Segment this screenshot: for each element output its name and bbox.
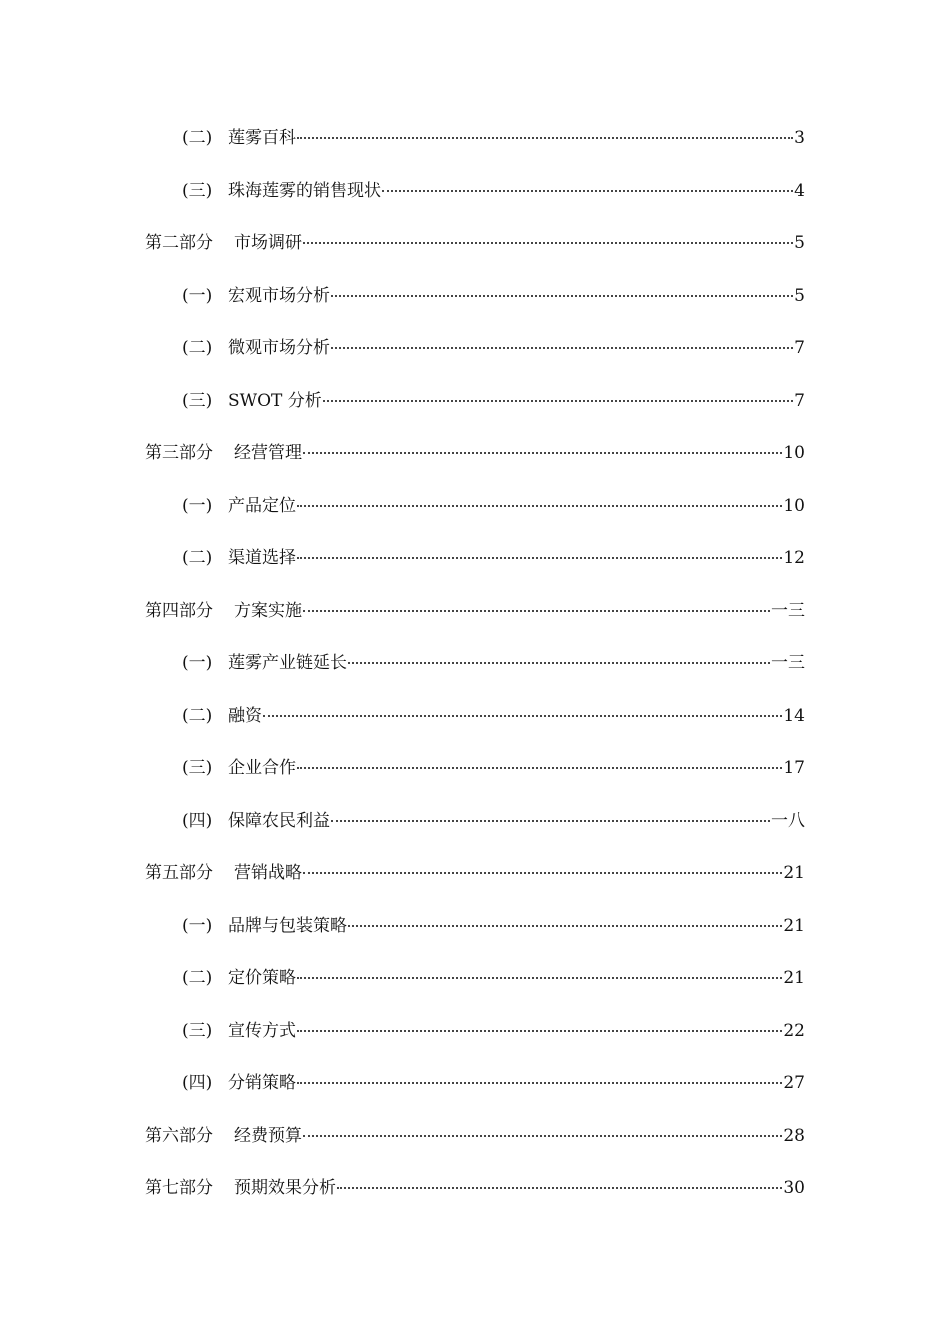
toc-entry-number: (四) — [182, 810, 213, 831]
toc-section-entry[interactable] — [0, 1057, 950, 1110]
dot-leader — [303, 1134, 782, 1137]
toc-part-entry[interactable] — [0, 1110, 950, 1163]
dot-leader — [297, 1081, 782, 1084]
dot-leader — [331, 294, 793, 297]
toc-entry-line — [145, 863, 805, 883]
toc-entry-line — [145, 1126, 805, 1146]
toc-entry-number: (二) — [182, 548, 213, 569]
toc-entry-line — [145, 601, 805, 621]
toc-entry-line — [182, 548, 805, 568]
toc-entry-page-number: 3 — [794, 128, 805, 149]
toc-section-entry[interactable] — [0, 270, 950, 323]
dot-leader — [303, 241, 793, 244]
toc-entry-title: 宏观市场分析 — [228, 285, 330, 306]
toc-section-entry[interactable] — [0, 795, 950, 848]
dot-leader — [348, 661, 770, 664]
toc-entry-title: 企业合作 — [228, 758, 296, 779]
toc-entry-line — [145, 443, 805, 463]
toc-entry-page-number: 21 — [783, 968, 805, 989]
toc-section-entry[interactable] — [0, 532, 950, 585]
table-of-contents — [0, 112, 950, 1215]
toc-entry-page-number: 21 — [783, 863, 805, 884]
toc-entry-number: (二) — [182, 128, 213, 149]
toc-entry-title: 市场调研 — [234, 233, 302, 254]
toc-entry-title: 产品定位 — [228, 495, 296, 516]
toc-entry-page-number: 28 — [783, 1125, 805, 1146]
toc-entry-line — [145, 233, 805, 253]
toc-entry-title: 方案实施 — [234, 600, 302, 621]
dot-leader — [297, 766, 782, 769]
toc-entry-line — [182, 496, 805, 516]
toc-part-entry[interactable] — [0, 847, 950, 900]
toc-entry-line — [182, 286, 805, 306]
toc-section-entry[interactable] — [0, 900, 950, 953]
toc-entry-title: SWOT 分析 — [228, 390, 322, 411]
toc-entry-page-number: 7 — [794, 338, 805, 359]
dot-leader — [303, 609, 770, 612]
toc-entry-number: (三) — [182, 758, 213, 779]
dot-leader — [303, 451, 782, 454]
toc-entry-number: (三) — [182, 390, 213, 411]
dot-leader — [382, 189, 793, 192]
dot-leader — [331, 819, 770, 822]
toc-section-entry[interactable] — [0, 690, 950, 743]
toc-entry-line — [182, 128, 805, 148]
toc-section-entry[interactable] — [0, 322, 950, 375]
toc-entry-number: 第二部分 — [145, 233, 213, 254]
toc-entry-page-number: 27 — [783, 1073, 805, 1094]
toc-entry-title: 宣传方式 — [228, 1020, 296, 1041]
toc-entry-title: 预期效果分析 — [234, 1178, 336, 1199]
toc-entry-number: 第五部分 — [145, 863, 213, 884]
toc-entry-page-number: 10 — [783, 495, 805, 516]
toc-section-entry[interactable] — [0, 1005, 950, 1058]
dot-leader — [297, 136, 793, 139]
toc-entry-page-number: 14 — [783, 705, 805, 726]
toc-entry-title: 营销战略 — [234, 863, 302, 884]
toc-entry-line — [182, 653, 805, 673]
toc-entry-number: (一) — [182, 653, 213, 674]
dot-leader — [331, 346, 793, 349]
dot-leader — [263, 714, 782, 717]
toc-entry-page-number: 30 — [783, 1178, 805, 1199]
dot-leader — [297, 556, 782, 559]
toc-entry-page-number: 一三 — [771, 653, 805, 674]
toc-entry-page-number: 7 — [794, 390, 805, 411]
toc-entry-title: 珠海莲雾的销售现状 — [228, 180, 381, 201]
dot-leader — [337, 1186, 782, 1189]
toc-entry-title: 保障农民利益 — [228, 810, 330, 831]
toc-section-entry[interactable] — [0, 165, 950, 218]
toc-part-entry[interactable] — [0, 585, 950, 638]
toc-entry-number: (二) — [182, 705, 213, 726]
toc-entry-page-number: 21 — [783, 915, 805, 936]
toc-entry-page-number: 5 — [794, 233, 805, 254]
toc-entry-line — [182, 1073, 805, 1093]
toc-entry-number: (一) — [182, 285, 213, 306]
toc-entry-number: (四) — [182, 1073, 213, 1094]
toc-entry-title: 经费预算 — [234, 1125, 302, 1146]
toc-section-entry[interactable] — [0, 375, 950, 428]
toc-entry-line — [182, 916, 805, 936]
toc-entry-page-number: 5 — [794, 285, 805, 306]
toc-entry-line — [182, 758, 805, 778]
dot-leader — [297, 976, 782, 979]
dot-leader — [303, 871, 782, 874]
toc-section-entry[interactable] — [0, 637, 950, 690]
toc-entry-title: 莲雾产业链延长 — [228, 653, 347, 674]
toc-entry-title: 融资 — [228, 705, 262, 726]
toc-entry-title: 莲雾百科 — [228, 128, 296, 149]
toc-entry-title: 微观市场分析 — [228, 338, 330, 359]
toc-entry-number: (二) — [182, 968, 213, 989]
toc-entry-number: (三) — [182, 1020, 213, 1041]
toc-entry-number: (一) — [182, 495, 213, 516]
toc-entry-page-number: 10 — [783, 443, 805, 464]
toc-entry-page-number: 4 — [794, 180, 805, 201]
toc-part-entry[interactable] — [0, 427, 950, 480]
toc-section-entry[interactable] — [0, 112, 950, 165]
toc-entry-line — [182, 968, 805, 988]
toc-entry-number: 第六部分 — [145, 1125, 213, 1146]
toc-entry-number: 第四部分 — [145, 600, 213, 621]
dot-leader — [297, 504, 782, 507]
toc-entry-page-number: 一八 — [771, 810, 805, 831]
toc-entry-line — [182, 338, 805, 358]
toc-part-entry[interactable] — [0, 217, 950, 270]
toc-entry-line — [182, 706, 805, 726]
toc-entry-number: (二) — [182, 338, 213, 359]
dot-leader — [323, 399, 793, 402]
toc-section-entry[interactable] — [0, 480, 950, 533]
dot-leader — [297, 1029, 782, 1032]
toc-entry-number: (三) — [182, 180, 213, 201]
toc-entry-line — [182, 181, 805, 201]
toc-entry-number: 第七部分 — [145, 1178, 213, 1199]
toc-entry-page-number: 17 — [783, 758, 805, 779]
dot-leader — [348, 924, 782, 927]
toc-entry-page-number: 12 — [783, 548, 805, 569]
toc-entry-title: 品牌与包装策略 — [228, 915, 347, 936]
toc-entry-line — [145, 1178, 805, 1198]
toc-entry-title: 分销策略 — [228, 1073, 296, 1094]
toc-entry-line — [182, 391, 805, 411]
toc-entry-line — [182, 811, 805, 831]
toc-section-entry[interactable] — [0, 952, 950, 1005]
toc-entry-title: 定价策略 — [228, 968, 296, 989]
toc-entry-page-number: 22 — [783, 1020, 805, 1041]
toc-entry-title: 经营管理 — [234, 443, 302, 464]
toc-entry-number: (一) — [182, 915, 213, 936]
toc-section-entry[interactable] — [0, 742, 950, 795]
toc-entry-page-number: 一三 — [771, 600, 805, 621]
toc-entry-line — [182, 1021, 805, 1041]
toc-entry-number: 第三部分 — [145, 443, 213, 464]
toc-entry-title: 渠道选择 — [228, 548, 296, 569]
toc-part-entry[interactable] — [0, 1162, 950, 1215]
